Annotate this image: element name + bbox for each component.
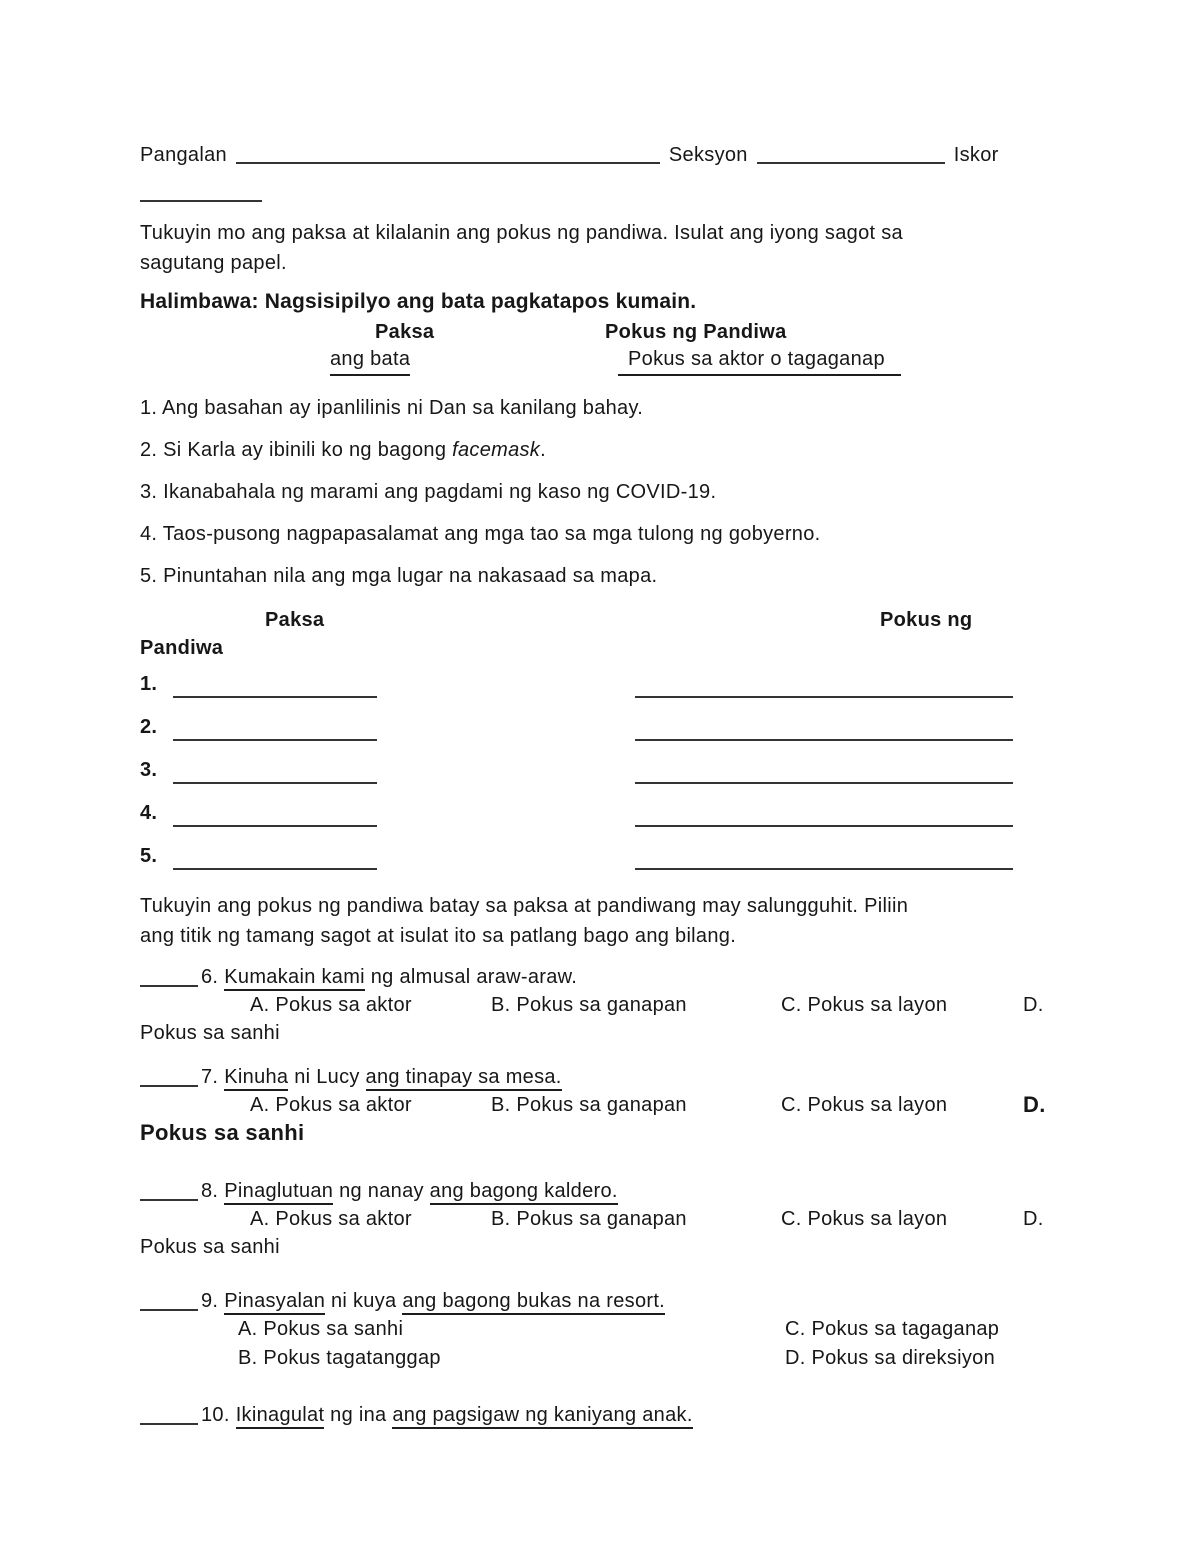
question-9-number: 9. [201,1290,219,1312]
iskor-label: Iskor [953,144,999,166]
question-7-option-d-wrapped: Pokus sa sanhi [140,1120,305,1145]
instructions-part1 [140,218,1060,278]
sentence-3: 3. Ikanabahala ng marami ang pagdami ng kaso ng COVID-19. [140,481,717,503]
answer-table-paksa-header: Paksa [265,609,325,631]
answer-row-1-paksa-blank[interactable] [173,676,377,698]
question-7-option-a: A. Pokus sa aktor [250,1094,412,1116]
question-7-option-d-letter: D. [1023,1092,1046,1117]
seksyon-blank[interactable] [757,142,945,164]
question-8-rest: ng nanay [333,1180,430,1202]
sentence-2-italic-word: facemask [452,439,541,461]
question-7-options-row [140,1091,1060,1119]
question-8-underlined-phrase: ang bagong kaldero. [430,1180,618,1205]
question-9-option-d: D. Pokus sa direksiyon [785,1347,996,1369]
answer-table-pokus-header-line2: Pandiwa [140,637,224,659]
question-6-option-b: B. Pokus sa ganapan [491,994,687,1016]
question-10-answer-blank[interactable] [140,1403,198,1425]
question-9-underlined-verb: Pinasyalan [224,1290,325,1315]
answer-row-5 [140,842,1060,885]
example-paksa-header: Paksa [375,321,435,343]
answer-row-3-paksa-blank[interactable] [173,762,377,784]
question-10 [140,1401,1060,1429]
answer-table-rows [140,670,1060,885]
question-9 [140,1287,1060,1373]
question-7-line [140,1063,1060,1091]
question-6-underlined-verb: Kumakain kami [224,966,365,991]
answer-row-2-pokus-blank[interactable] [635,719,1013,741]
question-9-option-b: B. Pokus tagatanggap [238,1347,441,1369]
question-9-rest: ni kuya [325,1290,403,1312]
question-8-options-row [140,1205,1060,1233]
question-7-answer-blank[interactable] [140,1065,198,1087]
answer-row-2-paksa-blank[interactable] [173,719,377,741]
question-6-number: 6. [201,966,219,988]
question-8-number: 8. [201,1180,219,1202]
question-10-rest: ng ina [324,1404,393,1426]
answer-table-header-row [140,606,1060,634]
sentence-5: 5. Pinuntahan nila ang mga lugar na nakasaad sa mapa. [140,565,658,587]
question-9-option-c: C. Pokus sa tagaganap [785,1318,1000,1340]
sentence-4: 4. Taos-pusong nagpapasalamat ang mga tao sa mga tulong ng gobyerno. [140,523,821,545]
instructions-part2 [140,891,1060,951]
answer-row-5-paksa-blank[interactable] [173,848,377,870]
iskor-blank[interactable] [140,180,262,202]
question-9-options-row-2 [140,1344,1060,1373]
sentence-2-post: . [540,439,546,461]
sentence-1: 1. Ang basahan ay ipanlilinis ni Dan sa kanilang bahay. [140,397,644,419]
question-8-option-c: C. Pokus sa layon [781,1208,948,1230]
instructions-part2-line1: Tukuyin ang pokus ng pandiwa batay sa paksa at pandiwang may salungguhit. Piliin [140,895,909,917]
question-6-option-d-wrapped: Pokus sa sanhi [140,1022,280,1044]
question-6-answer-blank[interactable] [140,965,198,987]
example-paksa-value: ang bata [330,345,410,376]
question-8-option-a: A. Pokus sa aktor [250,1208,412,1230]
answer-row-4-paksa-blank[interactable] [173,805,377,827]
question-6-option-a: A. Pokus sa aktor [250,994,412,1016]
name-section-score-line [140,138,1060,172]
instructions-part1-line2: sagutang papel. [140,252,287,274]
iskor-blank-line [140,178,1060,208]
sentence-2-pre: 2. Si Karla ay ibinili ko ng bagong [140,439,453,461]
pangalan-blank[interactable] [236,142,660,164]
answer-row-1-pokus-blank[interactable] [635,676,1013,698]
question-10-number: 10. [201,1404,230,1426]
answer-row-1-number: 1. [140,673,158,695]
question-8-line [140,1177,1060,1205]
question-9-line [140,1287,1060,1315]
question-10-underlined-verb: Ikinagulat [236,1404,325,1429]
question-7-option-b: B. Pokus sa ganapan [491,1094,687,1116]
answer-row-2 [140,713,1060,756]
question-9-options-row-1 [140,1315,1060,1344]
question-8 [140,1177,1060,1261]
instructions-part2-line2: ang titik ng tamang sagot at isulat ito sa patlang bago ang bilang. [140,925,737,947]
sentence-2 [140,435,1060,465]
answer-row-5-number: 5. [140,845,158,867]
question-6-option-c: C. Pokus sa layon [781,994,948,1016]
question-8-option-d-letter: D. [1023,1208,1044,1230]
question-7-underlined-phrase: ang tinapay sa mesa. [366,1066,562,1091]
answer-row-4 [140,799,1060,842]
example-heading: Halimbawa: Nagsisipilyo ang bata pagkatapos kumain. [140,290,697,313]
question-10-underlined-phrase: ang pagsigaw ng kaniyang anak. [392,1404,692,1429]
question-8-answer-blank[interactable] [140,1179,198,1201]
example-values-row [140,345,1060,381]
seksyon-label: Seksyon [668,144,748,166]
question-6-line [140,963,1060,991]
question-6 [140,963,1060,1047]
question-7 [140,1063,1060,1147]
answer-row-4-number: 4. [140,802,158,824]
answer-row-2-number: 2. [140,716,158,738]
question-7-number: 7. [201,1066,219,1088]
pangalan-label: Pangalan [140,144,227,166]
answer-row-5-pokus-blank[interactable] [635,848,1013,870]
example-header-row [140,319,1060,345]
question-9-option-a: A. Pokus sa sanhi [238,1318,404,1340]
example-pokus-header: Pokus ng Pandiwa [605,321,787,343]
instructions-part1-line1: Tukuyin mo ang paksa at kilalanin ang pokus ng pandiwa. Isulat ang iyong sagot sa [140,222,903,244]
answer-row-3-pokus-blank[interactable] [635,762,1013,784]
question-8-option-d-wrapped: Pokus sa sanhi [140,1236,280,1258]
question-6-option-d-letter: D. [1023,994,1044,1016]
answer-row-3-number: 3. [140,759,158,781]
question-9-underlined-phrase: ang bagong bukas na resort. [402,1290,665,1315]
question-8-underlined-verb: Pinaglutuan [224,1180,333,1205]
answer-table-pokus-header: Pokus ng [880,609,973,631]
question-6-options-row [140,991,1060,1019]
answer-row-4-pokus-blank[interactable] [635,805,1013,827]
answer-row-1 [140,670,1060,713]
question-7-option-c: C. Pokus sa layon [781,1094,948,1116]
question-6-rest: ng almusal araw-araw. [364,966,578,988]
question-10-line [140,1401,1060,1429]
answer-row-3 [140,756,1060,799]
question-9-answer-blank[interactable] [140,1289,198,1311]
question-8-option-b: B. Pokus sa ganapan [491,1208,687,1230]
question-7-rest: ni Lucy [288,1066,366,1088]
example-pokus-value: Pokus sa aktor o tagaganap [618,345,901,376]
question-7-underlined-verb: Kinuha [224,1066,288,1091]
